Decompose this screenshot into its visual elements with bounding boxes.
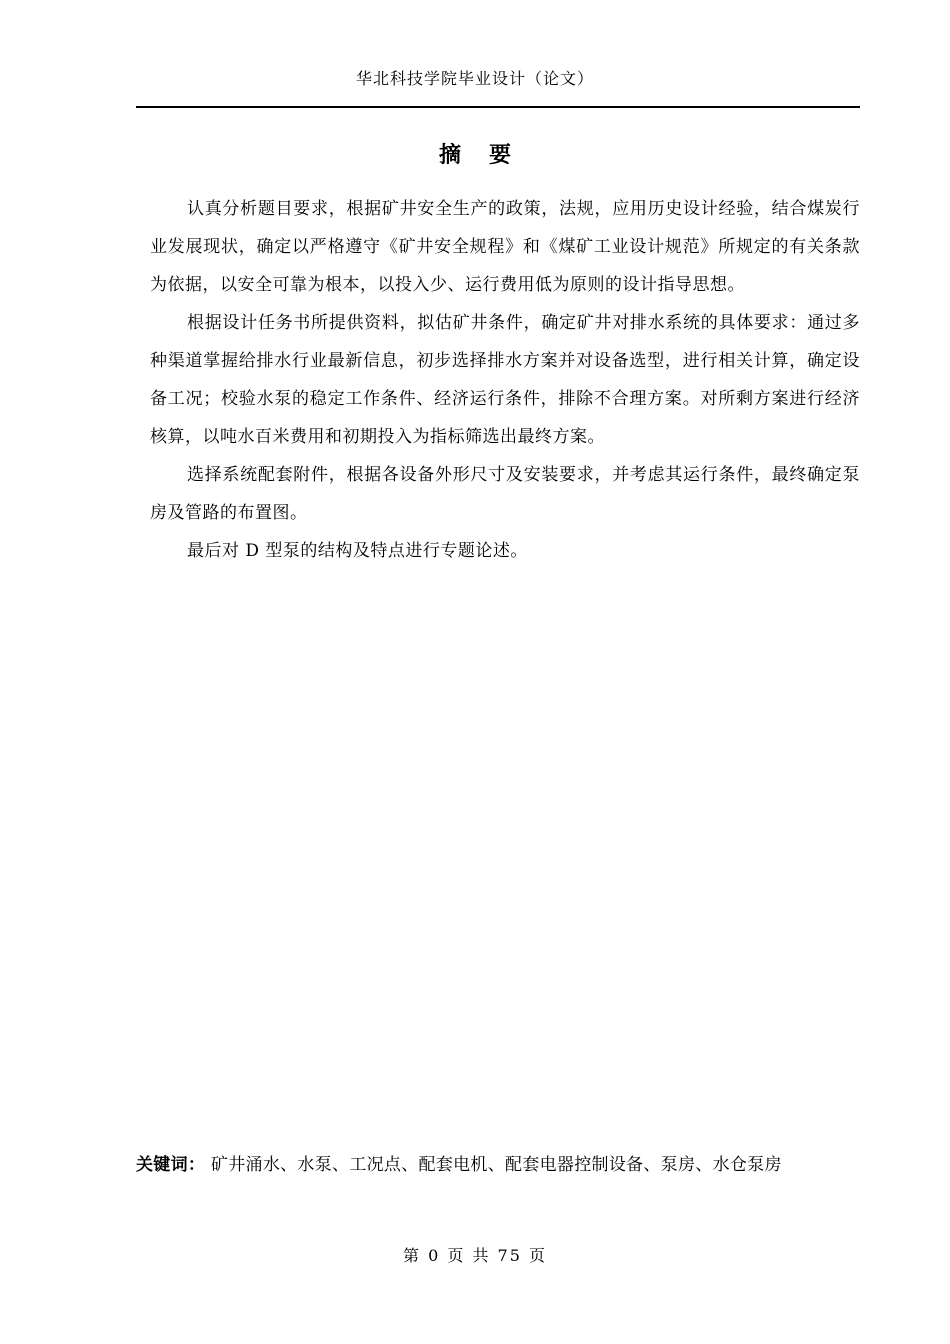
keywords-label: 关键词： <box>136 1155 206 1175</box>
abstract-paragraph-1: 认真分析题目要求，根据矿井安全生产的政策，法规，应用历史设计经验，结合煤炭行业发展现状，确定以严格遵守《矿井安全规程》和《煤矿工业设计规范》所规定的有关条款为依据，以安全可靠为根本，以投入少、运行费用低为原则的设计指导思想。 <box>150 199 860 295</box>
keywords-text: 矿井涌水、水泵、工况点、配套电机、配套电器控制设备、泵房、水仓泵房 <box>210 1155 782 1175</box>
abstract-body <box>150 190 860 570</box>
abstract-paragraph-2: 根据设计任务书所提供资料，拟估矿井条件，确定矿井对排水系统的具体要求：通过多种渠道掌握给排水行业最新信息，初步选择排水方案并对设备选型，进行相关计算，确定设备工况；校验水泵的稳定工作条件、经济运行条件，排除不合理方案。对所剩方案进行经济核算，以吨水百米费用和初期投入为指标筛选出最终方案。 <box>150 313 860 447</box>
page-number-footer: 第 0 页 共 75 页 <box>403 1246 547 1265</box>
abstract-paragraph-4: 最后对 D 型泵的结构及特点进行专题论述。 <box>187 541 528 561</box>
abstract-paragraph-3: 选择系统配套附件，根据各设备外形尺寸及安装要求，并考虑其运行条件，最终确定泵房及管路的布置图。 <box>150 465 860 523</box>
header-divider <box>136 106 860 108</box>
page-header: 华北科技学院毕业设计（论文） <box>355 69 594 88</box>
keywords-line <box>136 1150 860 1175</box>
abstract-title: 摘要 <box>438 142 539 168</box>
